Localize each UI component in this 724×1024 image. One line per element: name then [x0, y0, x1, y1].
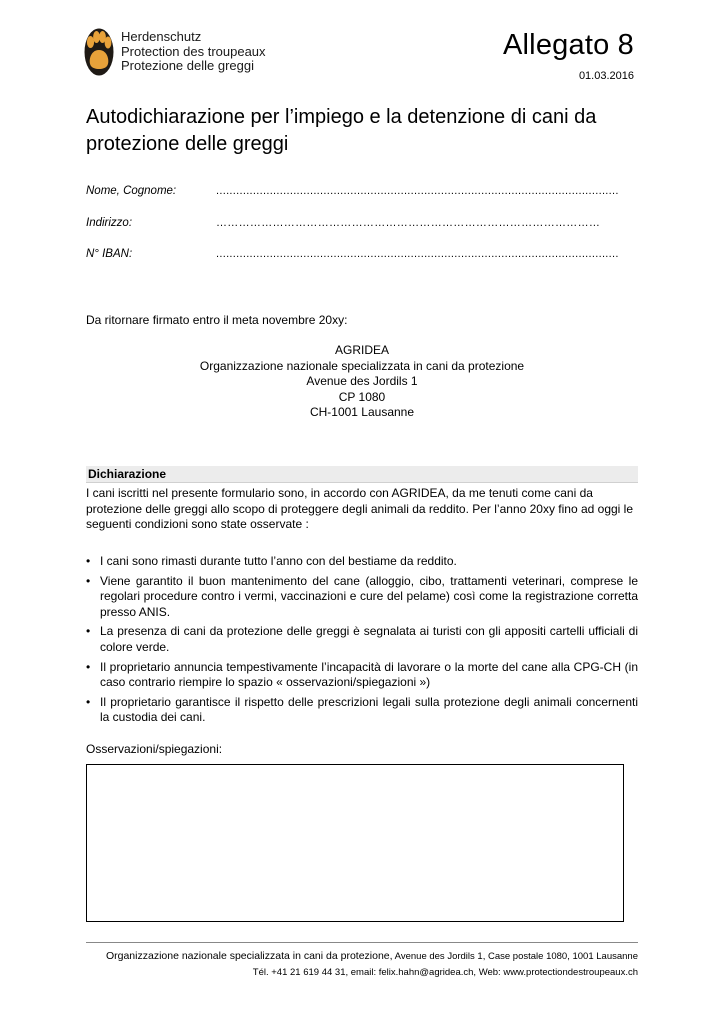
- footer-contact: Tél. +41 21 619 44 31, email: felix.hahn@agridea.ch, Web: www.protectiondestroupeaux.ch: [252, 967, 638, 978]
- iban-field-line[interactable]: ........................................................................................................................: [216, 248, 619, 260]
- footer-street: Avenue des Jordils 1, Case postale 1080, 1001 Lausanne: [392, 951, 638, 962]
- list-item: [86, 624, 638, 655]
- observations-box[interactable]: [86, 764, 624, 922]
- declaration-heading-bar: [86, 466, 638, 483]
- document-title: Autodichiarazione per l’impiego e la detenzione di cani da protezione delle greggi: [86, 106, 597, 155]
- bullet-icon: •: [86, 659, 91, 674]
- name-field-label: Nome, Cognome:: [86, 185, 177, 197]
- footer-org: Organizzazione nazionale specializzata in cani da protezione,: [105, 950, 393, 962]
- conditions-list: [86, 554, 638, 730]
- address-line: AGRIDEA: [334, 343, 389, 357]
- condition-text: I cani sono rimasti durante tutto l’anno con del bestiame da reddito.: [100, 554, 457, 568]
- bullet-icon: •: [86, 694, 91, 709]
- condition-text: Viene garantito il buon mantenimento del cane (alloggio, cibo, trattamenti veterinari, comprese le regolari procedure contro i vermi, vaccinazioni e cure del pelame) così come la registrazione corretta presso ANIS.: [100, 573, 638, 619]
- bullet-icon: •: [86, 554, 91, 568]
- name-field-line[interactable]: ........................................................................................................................: [216, 185, 619, 197]
- condition-text: Il proprietario annuncia tempestivamente l’incapacità di lavorare o la morte del cane alla CPG-CH (in caso contrario riempire lo spazio « osservazioni/spiegazioni »): [100, 659, 638, 690]
- list-item: [86, 554, 638, 570]
- address-field-label: Indirizzo:: [86, 217, 133, 229]
- list-item: [86, 695, 638, 726]
- bullet-icon: •: [86, 573, 91, 588]
- paw-logo-icon: [84, 28, 114, 76]
- address-line: CH-1001 Lausanne: [309, 405, 415, 420]
- annex-label: Allegato 8: [503, 29, 634, 61]
- return-instruction: Da ritornare firmato entro il meta novembre 20xy:: [86, 313, 348, 327]
- address-line: Organizzazione nazionale specializzata in cani da protezione: [199, 358, 525, 373]
- org-name-fr: Protection des troupeaux: [121, 43, 266, 59]
- condition-text: Il proprietario garantisce il rispetto delle prescrizioni legali sulla protezione degli animali concernenti la custodia dei cani.: [100, 694, 638, 725]
- bullet-icon: •: [86, 624, 91, 639]
- footer-divider: [86, 942, 638, 943]
- list-item: [86, 660, 638, 691]
- org-name-de: Herdenschutz: [121, 29, 202, 44]
- footer-address: [106, 950, 638, 962]
- organization-names: [121, 30, 266, 74]
- observations-label: Osservazioni/spiegazioni:: [86, 742, 223, 756]
- address-line: Avenue des Jordils 1: [306, 374, 418, 389]
- document-date: 01.03.2016: [578, 70, 634, 82]
- condition-text: La presenza di cani da protezione delle greggi è segnalata ai turisti con gli appositi cartelli ufficiali di colore verde.: [100, 624, 638, 654]
- declaration-intro: I cani iscritti nel presente formulario sono, in accordo con AGRIDEA, da me tenuti come cani da protezione delle greggi allo scopo di proteggere degli animali da reddito. Per l’anno 20xy fino ad oggi le seguenti condizioni sono state osservate :: [86, 486, 634, 532]
- address-field-line[interactable]: …………………………………………………………………………………………: [216, 217, 601, 229]
- org-name-it: Protezione delle greggi: [121, 58, 254, 73]
- recipient-address: [86, 343, 638, 421]
- address-line: CP 1080: [338, 389, 386, 404]
- list-item: [86, 574, 638, 621]
- iban-field-label: N° IBAN:: [86, 248, 133, 260]
- declaration-heading: Dichiarazione: [88, 467, 167, 481]
